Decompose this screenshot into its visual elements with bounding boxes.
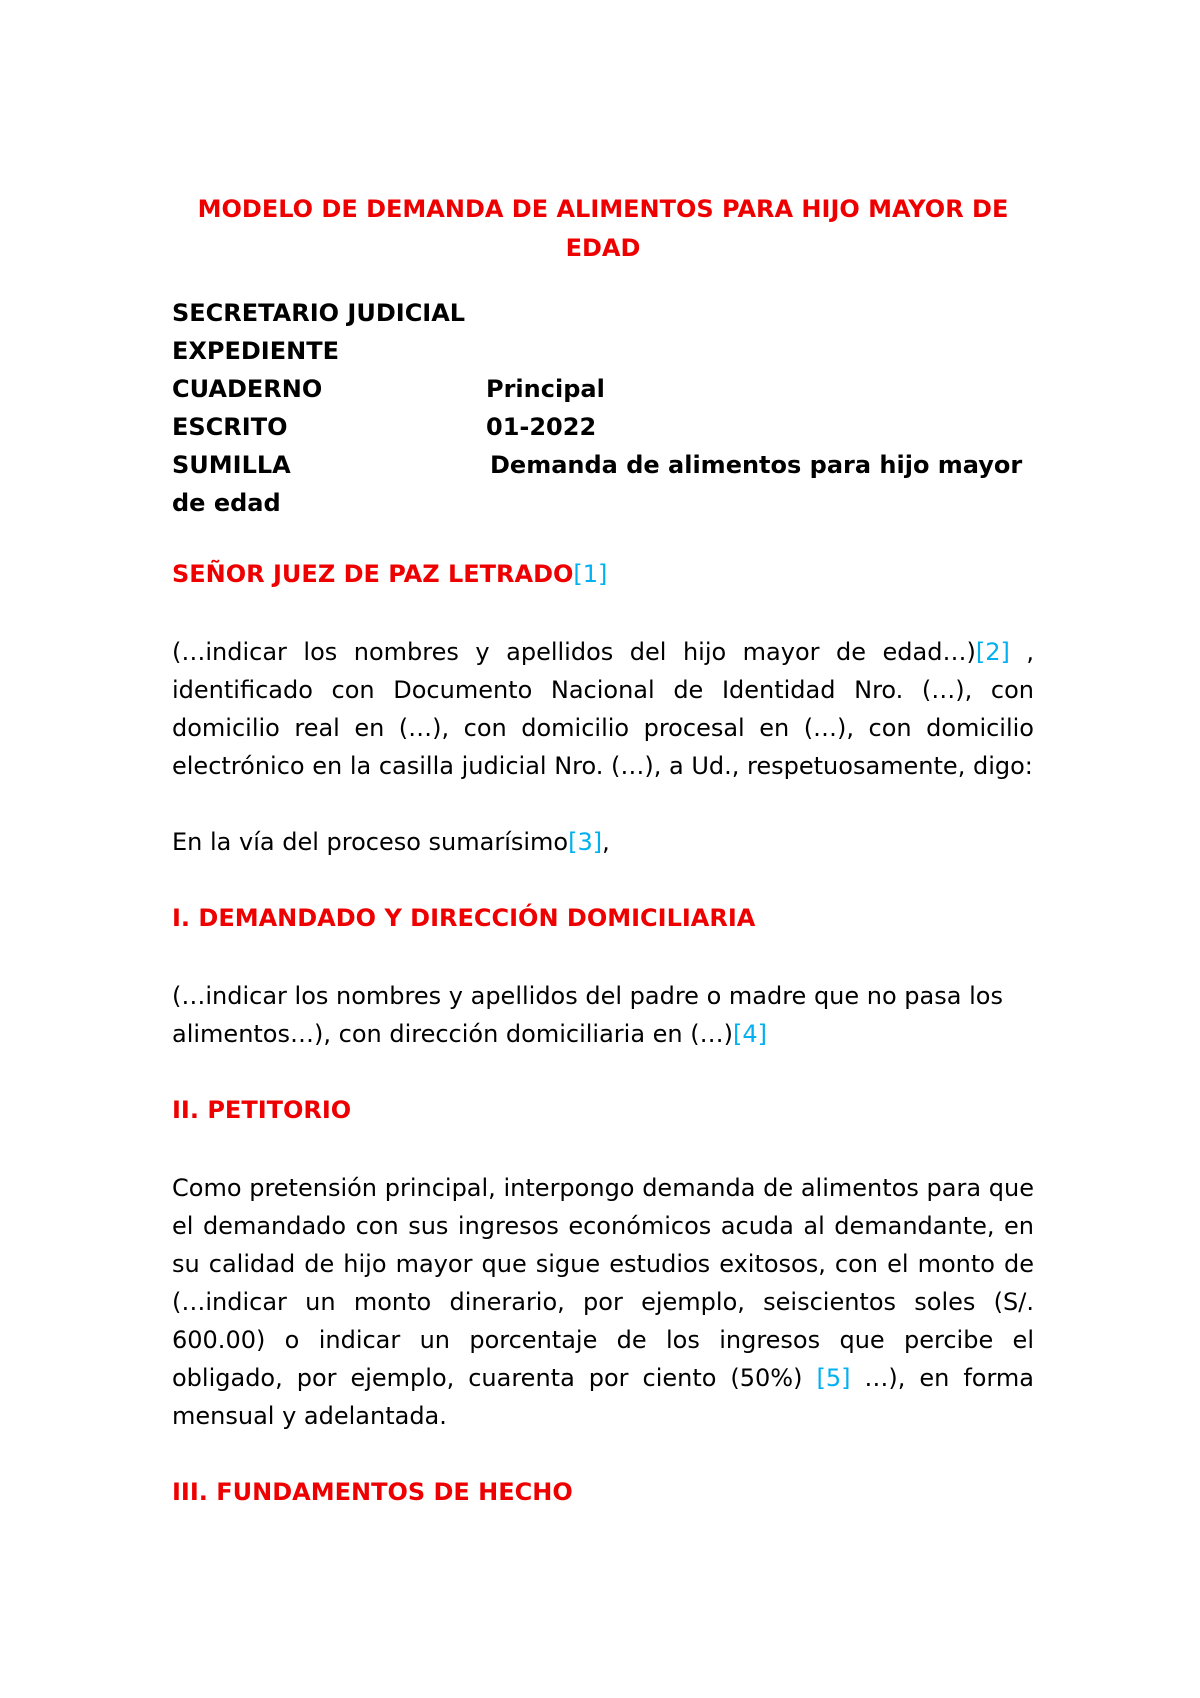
header-field-sumilla (172, 446, 1034, 522)
process-text-2: , (602, 828, 610, 856)
petitorio-paragraph (172, 1169, 1034, 1435)
section-heading-demandado: I. DEMANDADO Y DIRECCIÓN DOMICILIARIA (172, 904, 756, 932)
intro-text-1: (…indicar los nombres y apellidos del hijo mayor de edad…) (172, 638, 976, 666)
field-label: ESCRITO (172, 413, 288, 441)
footnote-ref-2[interactable]: [2] (975, 638, 1010, 666)
section-heading-petitorio: II. PETITORIO (172, 1096, 352, 1124)
header-field-escrito (172, 408, 1034, 446)
footnote-ref-4[interactable]: [4] (733, 1020, 767, 1048)
addressee (172, 555, 1034, 593)
document-title: MODELO DE DEMANDA DE ALIMENTOS PARA HIJO MAYOR DE EDAD (197, 195, 1009, 262)
section-heading-fundamentos: III. FUNDAMENTOS DE HECHO (172, 1478, 573, 1506)
demandado-paragraph (172, 977, 1034, 1053)
header-fields (172, 294, 1034, 522)
field-label: EXPEDIENTE (172, 337, 339, 365)
footnote-ref-3[interactable]: [3] (568, 828, 603, 856)
intro-text-2: , identificado con Documento Nacional de Identidad Nro. (…), con domicilio real en (…), con domicilio procesal en (…), con domicilio electrónico en la casilla judicial Nro. (…), a Ud., respetuosamente, digo: (172, 638, 1034, 780)
header-field-secretario (172, 294, 1034, 332)
field-label: SUMILLA (172, 451, 291, 479)
field-label: CUADERNO (172, 375, 323, 403)
header-field-cuaderno (172, 370, 1034, 408)
process-text-1: En la vía del proceso sumarísimo (172, 828, 569, 856)
process-paragraph (172, 823, 1034, 861)
field-value: 01-2022 (486, 413, 597, 441)
document-body (172, 190, 1034, 1551)
intro-paragraph (172, 633, 1034, 785)
footnote-ref-1[interactable]: [1] (573, 560, 608, 588)
field-label: SECRETARIO JUDICIAL (172, 299, 466, 327)
petitorio-text-2: …), en forma mensual y adelantada. (172, 1364, 1034, 1430)
field-value (486, 332, 1034, 370)
petitorio-text-1: Como pretensión principal, interpongo demanda de alimentos para que el demandado con sus ingresos económicos acuda al demandante, en su calidad de hijo mayor que sigue estudios exitosos, con el monto de (…indicar un monto dinerario, por ejemplo, seiscientos soles (S/. 600.00) o indicar un porcentaje de los ingresos que percibe el obligado, por ejemplo, cuarenta por ciento (50%) (172, 1174, 1034, 1392)
field-value (486, 294, 1034, 332)
field-value: Principal (486, 375, 605, 403)
addressee-text: SEÑOR JUEZ DE PAZ LETRADO (172, 560, 574, 588)
field-value: Demanda de alimentos para hijo mayor de edad (172, 451, 1023, 517)
footnote-ref-5[interactable]: [5] (816, 1364, 851, 1392)
demandado-text: (…indicar los nombres y apellidos del padre o madre que no pasa los alimentos…), con dirección domiciliaria en (…) (172, 982, 1003, 1048)
header-field-expediente (172, 332, 1034, 370)
